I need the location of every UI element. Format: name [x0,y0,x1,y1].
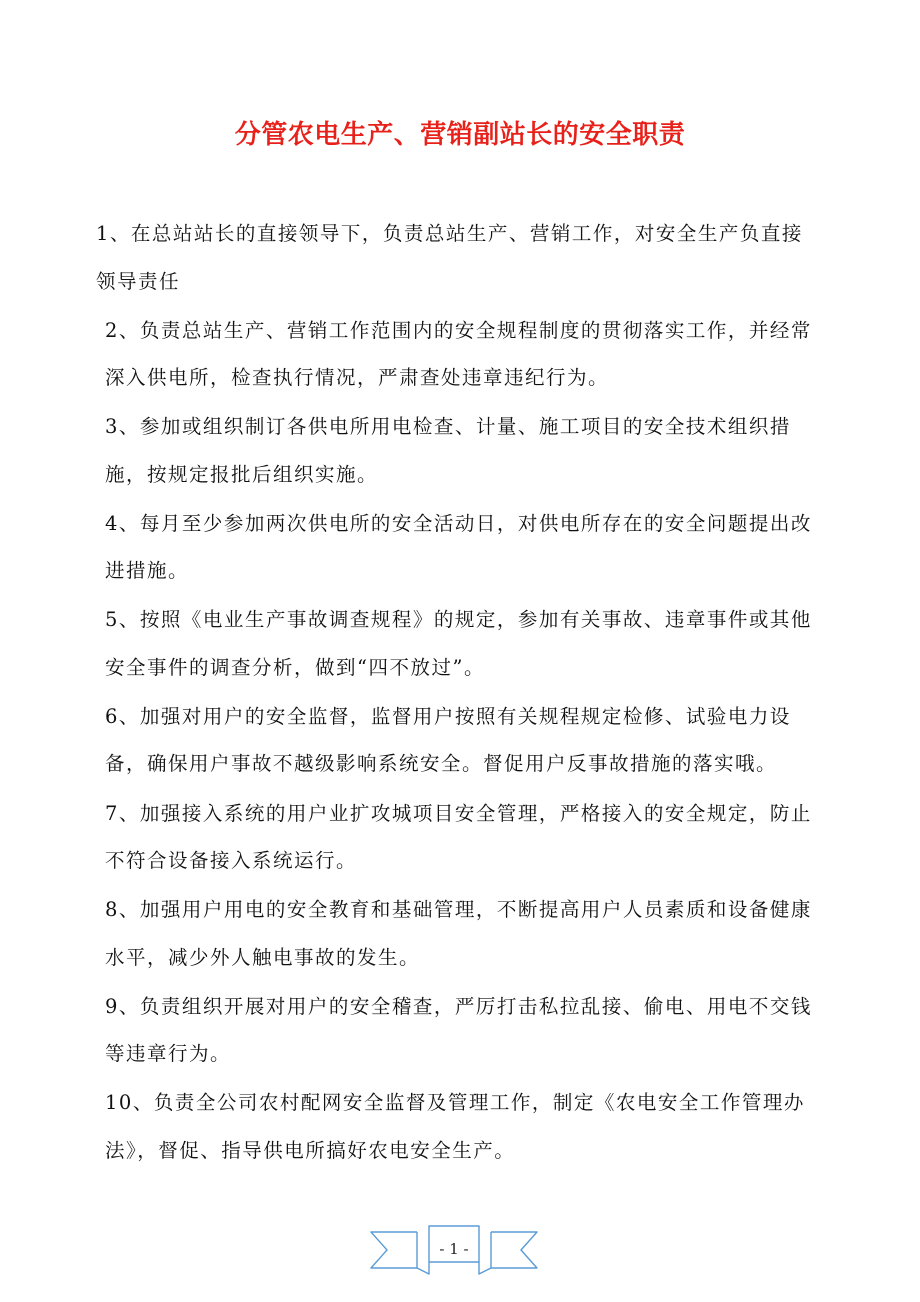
paragraph-7: 7、加强接入系统的用户业扩攻城项目安全管理，严格接入的安全规定，防止不符合设备接入系统运行。 [105,801,812,873]
paragraph-9: 9、负责组织开展对用户的安全稽查，严厉打击私拉乱接、偷电、用电不交钱等违章行为。 [105,994,812,1066]
paragraph-4: 4、每月至少参加两次供电所的安全活动日，对供电所存在的安全问题提出改进措施。 [105,511,812,583]
page-footer [369,1222,539,1278]
document-title: 分管农电生产、营销副站长的安全职责 [234,120,686,150]
paragraph-3: 3、参加或组织制订各供电所用电检查、计量、施工项目的安全技术组织措施，按规定报批后组织实施。 [105,415,791,486]
paragraph-5: 5、按照《电业生产事故调查规程》的规定，参加有关事故、违章事件或其他安全事件的调查分析，做到“四不放过”。 [105,608,812,679]
paragraph-8: 8、加强用户用电的安全教育和基础管理，不断提高用户人员素质和设备健康水平，减少外人触电事故的发生。 [105,898,812,969]
paragraph-6: 6、加强对用户的安全监督，监督用户按照有关规程规定检修、试验电力设备，确保用户事故不越级影响系统安全。督促用户反事故措施的落实哦。 [105,704,791,776]
document-body [0,210,920,1176]
page-number: - 1 - [439,1240,469,1258]
paragraph-2: 2、负责总站生产、营销工作范围内的安全规程制度的贯彻落实工作，并经常深入供电所，检查执行情况，严肃查处违章违纪行为。 [105,318,812,390]
paragraph-10: 10、负责全公司农村配网安全监督及管理工作，制定《农电安全工作管理办法》，督促、指导供电所搞好农电安全生产。 [105,1091,805,1162]
paragraph-1: 1、在总站站长的直接领导下，负责总站生产、营销工作，对安全生产负直接领导责任 [96,222,803,293]
